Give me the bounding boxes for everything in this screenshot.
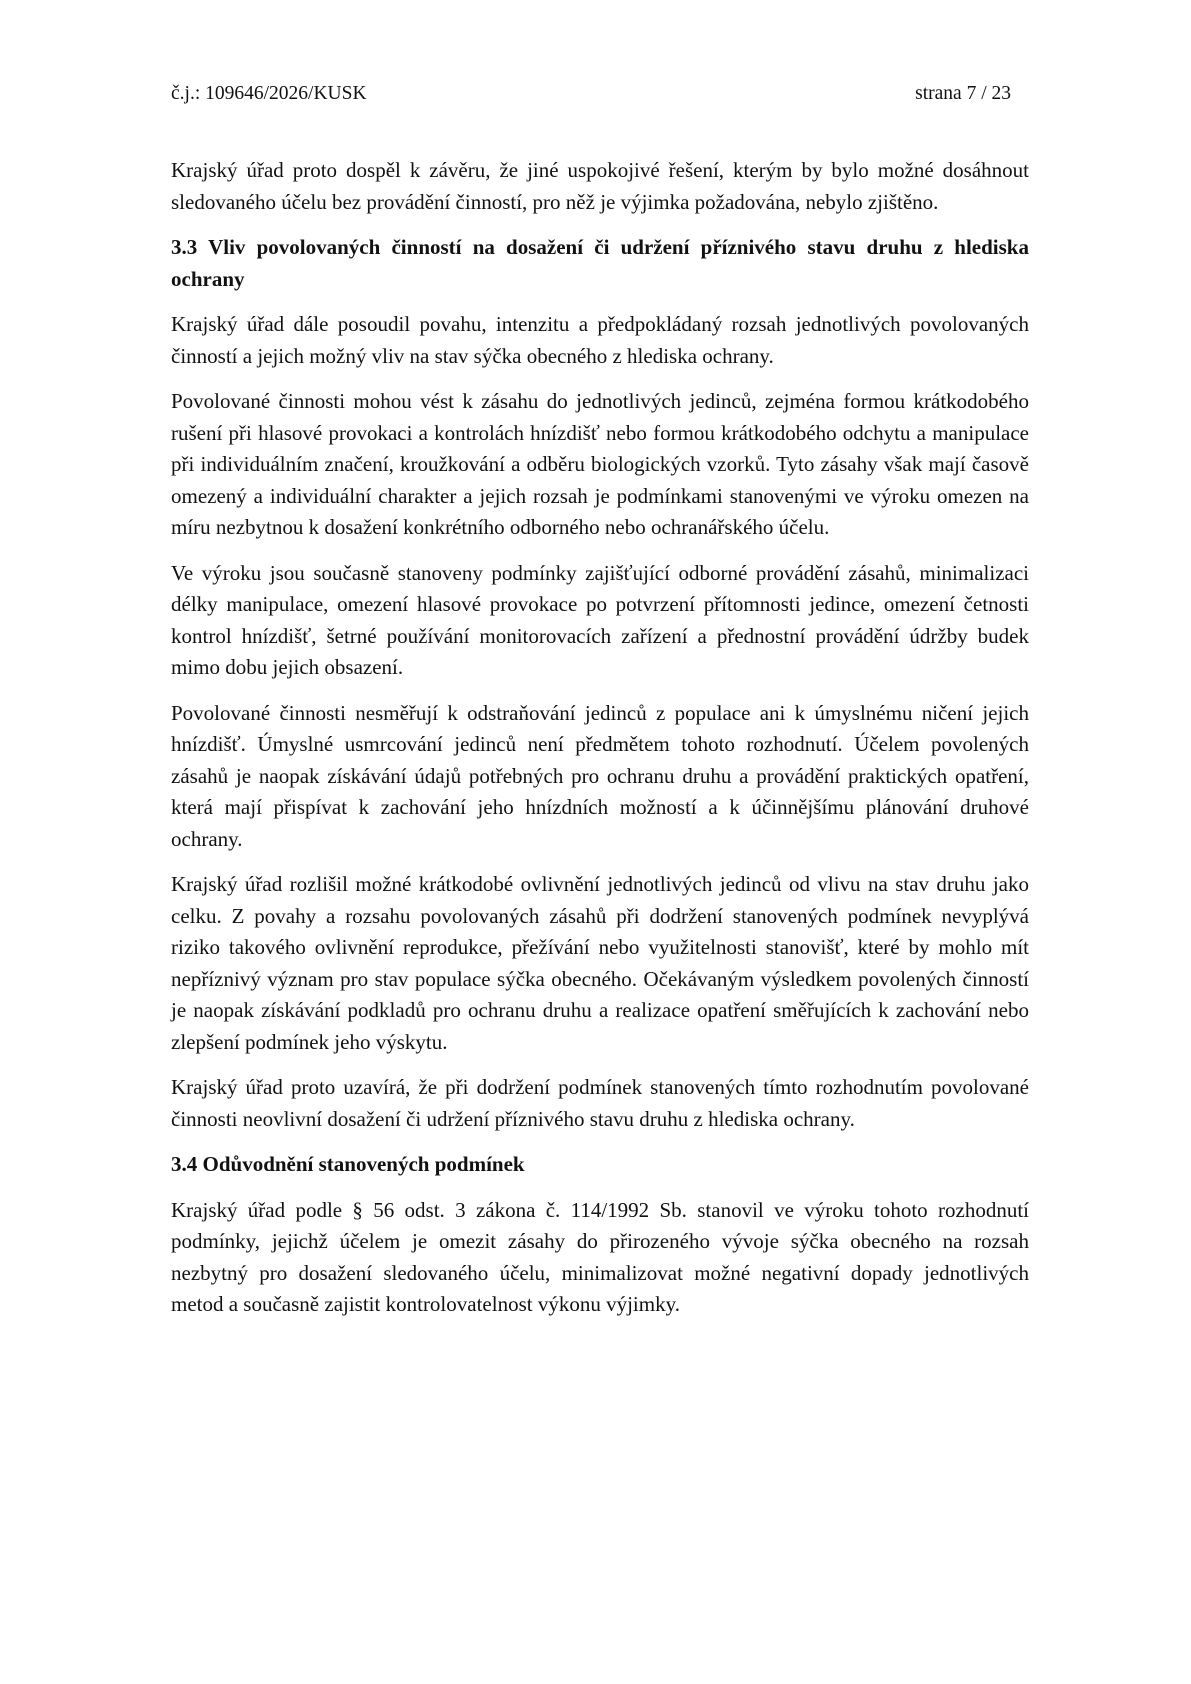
section-heading-3-3: 3.3 Vliv povolovaných činností na dosažení či udržení příznivého stavu druhu z hlediska ochrany	[171, 235, 1029, 291]
paragraph: Krajský úřad rozlišil možné krátkodobé ovlivnění jednotlivých jedinců od vlivu na stav druhu jako celku. Z povahy a rozsahu povolovaných zásahů při dodržení stanovených podmínek nevyplývá riziko takového ovlivnění reprodukce, přežívání nebo využitelnosti stanovišť, které by mohlo mít nepříznivý význam pro stav populace sýčka obecného. Očekávaným výsledkem povolených činností je naopak získávání podkladů pro ochranu druhu a realizace opatření směřujících k zachování nebo zlepšení podmínek jeho výskytu.	[171, 872, 1029, 1054]
paragraph: Krajský úřad proto uzavírá, že při dodržení podmínek stanovených tímto rozhodnutím povolované činnosti neovlivní dosažení či udržení příznivého stavu druhu z hlediska ochrany.	[171, 1075, 1029, 1131]
paragraph: Krajský úřad proto dospěl k závěru, že jiné uspokojivé řešení, kterým by bylo možné dosáhnout sledovaného účelu bez provádění činností, pro něž je výjimka požadována, nebylo zjištěno.	[171, 158, 1029, 214]
reference-number: č.j.: 109646/2026/KUSK	[171, 83, 367, 104]
section-heading-3-4: 3.4 Odůvodnění stanovených podmínek	[171, 1152, 525, 1176]
paragraph: Povolované činnosti nesměřují k odstraňování jedinců z populace ani k úmyslnému ničení jejich hnízdišť. Úmyslné usmrcování jedinců není předmětem tohoto rozhodnutí. Účelem povolených zásahů je naopak získávání údajů potřebných pro ochranu druhu a provádění praktických opatření, která mají přispívat k zachování jeho hnízdních možností a k účinnějšímu plánování druhové ochrany.	[171, 700, 1029, 851]
paragraph: Krajský úřad podle § 56 odst. 3 zákona č. 114/1992 Sb. stanovil ve výroku tohoto rozhodnutí podmínky, jejichž účelem je omezit zásahy do přirozeného vývoje sýčka obecného na rozsah nezbytný pro dosažení sledovaného účelu, minimalizovat možné negativní dopady jednotlivých metod a současně zajistit kontrolovatelnost výkonu výjimky.	[171, 1197, 1029, 1316]
page-header	[171, 82, 1011, 106]
paragraph: Ve výroku jsou současně stanoveny podmínky zajišťující odborné provádění zásahů, minimalizaci délky manipulace, omezení hlasové provokace po potvrzení přítomnosti jedince, omezení četnosti kontrol hnízdišť, šetrné používání monitorovacích zařízení a přednostní provádění údržby budek mimo dobu jejich obsazení.	[171, 560, 1029, 679]
page-number: strana 7 / 23	[915, 83, 1011, 104]
document-body	[171, 155, 1029, 1335]
paragraph: Krajský úřad dále posoudil povahu, intenzitu a předpokládaný rozsah jednotlivých povolovaných činností a jejich možný vliv na stav sýčka obecného z hlediska ochrany.	[171, 312, 1029, 368]
paragraph: Povolované činnosti mohou vést k zásahu do jednotlivých jedinců, zejména formou krátkodobého rušení při hlasové provokaci a kontrolách hnízdišť nebo formou krátkodobého odchytu a manipulace při individuálním značení, kroužkování a odběru biologických vzorků. Tyto zásahy však mají časově omezený a individuální charakter a jejich rozsah je podmínkami stanovenými ve výroku omezen na míru nezbytnou k dosažení konkrétního odborného nebo ochranářského účelu.	[171, 389, 1029, 539]
